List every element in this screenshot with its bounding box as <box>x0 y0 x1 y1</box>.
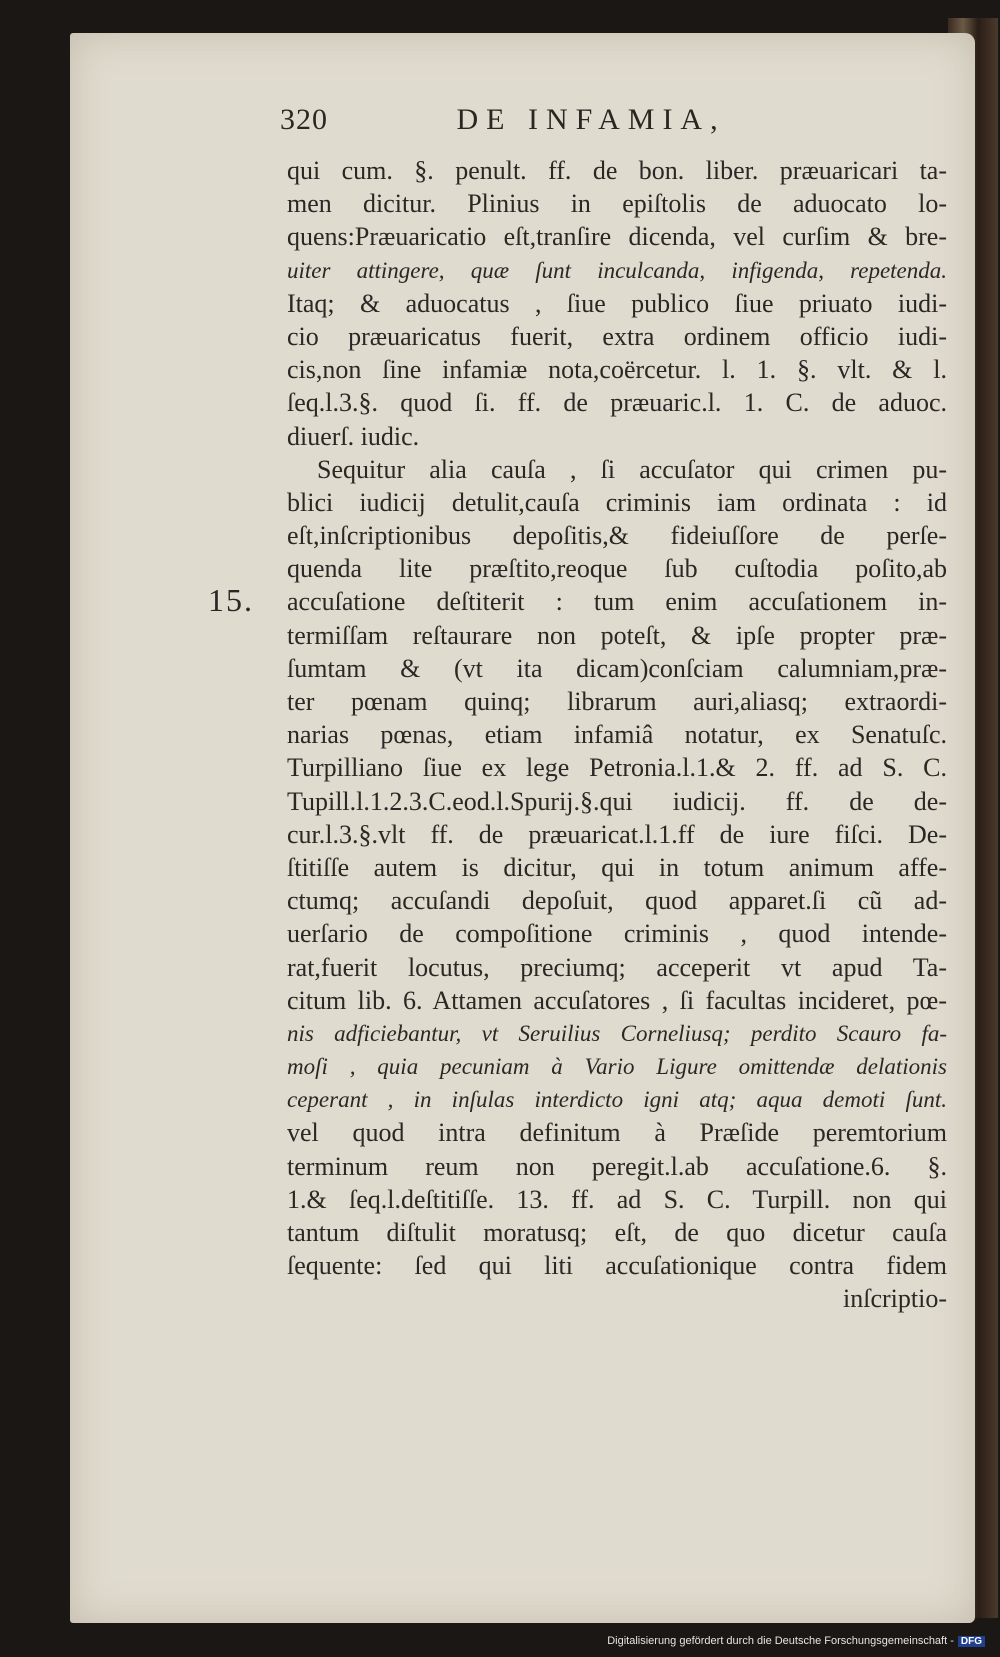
text-line: blici iudicij detulit,cauſa criminis iam ordinata : id <box>287 487 947 517</box>
text-line: uiter attingere, quæ ſunt inculcanda, infigenda, repetenda. <box>287 257 947 283</box>
text-line: uerſario de compoſitione criminis , quod intende- <box>287 919 947 949</box>
text-line: accuſatione deſtiterit : tum enim accuſationem in- <box>287 587 947 617</box>
dfg-logo: DFG <box>958 1636 985 1647</box>
text-line: ſequente: ſed qui liti accuſationique contra fidem <box>287 1251 947 1281</box>
text-line: Sequitur alia cauſa , ſi accuſator qui crimen pu- <box>317 454 947 484</box>
text-line: terminum reum non peregit.l.ab accuſatione.6. §. <box>287 1151 947 1181</box>
text-line: vel quod intra definitum à Præſide peremtorium <box>287 1118 947 1148</box>
text-line: moſi , quia pecuniam à Vario Ligure omittendæ delationis <box>287 1054 947 1080</box>
text-line: nis adficiebantur, vt Seruilius Corneliusq; perdito Scauro fa- <box>287 1020 947 1046</box>
text-line: cis,non ſine infamiæ nota,coërcetur. l. 1. §. vlt. & l. <box>287 355 947 385</box>
text-line: Turpilliano ſiue ex lege Petronia.l.1.& 2. ff. ad S. C. <box>287 753 947 783</box>
text-line: narias pœnas, etiam infamiâ notatur, ex Senatuſc. <box>287 720 947 750</box>
digitization-footer <box>0 1635 985 1647</box>
text-line: ctumq; accuſandi depoſuit, quod apparet.ſi cũ ad- <box>287 886 947 916</box>
text-line: quenda lite præſtito,reoque ſub cuſtodia poſito,ab <box>287 554 947 584</box>
text-line: ſeq.l.3.§. quod ſi. ff. de præuaric.l. 1. C. de aduoc. <box>287 388 947 418</box>
text-line: termiſſam reſtaurare non poteſt, & ipſe propter præ- <box>287 620 947 650</box>
running-title: DE INFAMIA, <box>456 103 726 136</box>
text-line: citum lib. 6. Attamen accuſatores , ſi facultas incideret, pœ- <box>287 985 947 1015</box>
text-line: tantum diſtulit moratusq; eſt, de quo dicetur cauſa <box>287 1218 947 1247</box>
text-line: ter pœnam quinq; librarum auri,aliasq; extraordi- <box>287 687 947 716</box>
text-line: cio præuaricatus fuerit, extra ordinem officio iudi- <box>287 321 947 351</box>
text-line: quens:Præuaricatio eſt,tranſire dicenda, vel curſim & bre- <box>287 222 947 252</box>
text-line: men dicitur. Plinius in epiſtolis de aduocato lo- <box>287 189 947 219</box>
body-text <box>287 154 947 1316</box>
text-line: 1.& ſeq.l.deſtitiſſe. 13. ff. ad S. C. Turpill. non qui <box>287 1184 947 1214</box>
text-line: qui cum. §. penult. ff. de bon. liber. præuaricari ta- <box>287 156 947 185</box>
text-line: cur.l.3.§.vlt ff. de præuaricat.l.1.ff de iure fiſci. De- <box>287 819 947 849</box>
catchword: inſcriptio- <box>843 1284 947 1314</box>
text-line: Tupill.l.1.2.3.C.eod.l.Spurij.§.qui iudicij. ff. de de- <box>287 786 947 816</box>
page-number: 320 <box>280 103 328 136</box>
running-header <box>280 103 726 137</box>
text-line: eſt,inſcriptionibus depoſitis,& fideiuſſore de perſe- <box>287 521 947 551</box>
text-line: ſtitiſſe autem is dicitur, qui in totum animum affe- <box>287 852 947 882</box>
text-line: ceperant , in inſulas interdicto igni atq; aqua demoti ſunt. <box>287 1087 947 1113</box>
margin-note: 15. <box>208 582 254 618</box>
text-line: ſumtam & (vt ita dicam)conſciam calumniam,præ- <box>287 653 947 683</box>
footer-text: Digitalisierung gefördert durch die Deutsche Forschungsgemeinschaft - <box>607 1635 954 1647</box>
text-line: diuerſ. iudic. <box>287 421 420 451</box>
text-line: Itaq; & aduocatus , ſiue publico ſiue priuato iudi- <box>287 288 947 318</box>
text-line: rat,fuerit locutus, preciumq; acceperit vt apud Ta- <box>287 952 947 982</box>
